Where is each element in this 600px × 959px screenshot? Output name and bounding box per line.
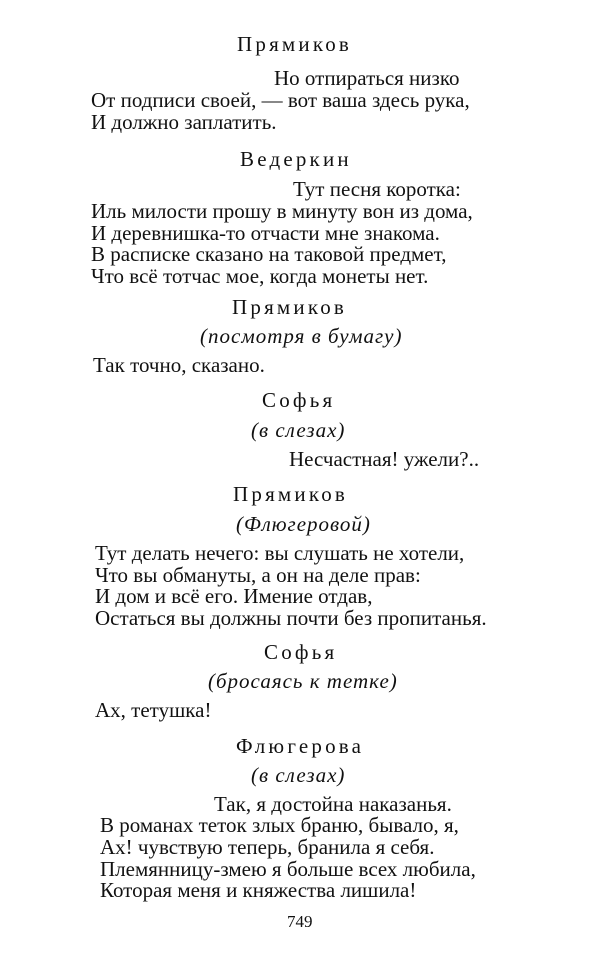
verse-line: Тут делать нечего: вы слушать не хотели, (95, 541, 465, 565)
verse-line: Остаться вы должны почти без пропитанья. (95, 606, 487, 630)
speaker-name: Прямиков (233, 482, 349, 506)
speaker-name: Прямиков (237, 32, 353, 56)
verse-line: И дом и всё его. Имение отдав, (95, 584, 373, 608)
stage-direction: (в слезах) (251, 418, 346, 442)
speaker-name: Софья (264, 640, 338, 664)
verse-line: Ах, тетушка! (95, 698, 212, 722)
speaker-name: Флюгерова (236, 734, 365, 758)
verse-line: Что всё тотчас мое, когда монеты нет. (91, 264, 429, 288)
speaker-name: Прямиков (232, 295, 348, 319)
verse-line: И деревнишка-то отчасти мне знакома. (91, 221, 440, 245)
verse-line: Племянницу-змею я больше всех любила, (100, 857, 476, 881)
speaker-name: Софья (262, 388, 336, 412)
stage-direction: (Флюгеровой) (236, 512, 371, 536)
verse-line: В расписке сказано на таковой предмет, (91, 242, 447, 266)
verse-line: Иль милости прошу в минуту вон из дома, (91, 199, 473, 223)
verse-line: От подписи своей, — вот ваша здесь рука, (91, 88, 470, 112)
verse-line: И должно заплатить. (91, 110, 277, 134)
verse-line: Ах! чувствую теперь, бранила я себя. (100, 835, 435, 859)
verse-line: Но отпираться низко (274, 66, 460, 90)
verse-line: Так, я достойна наказанья. (214, 792, 452, 816)
verse-line: Которая меня и княжества лишила! (100, 878, 417, 902)
verse-line: В романах теток злых браню, бывало, я, (100, 813, 459, 837)
page-number: 749 (287, 912, 313, 931)
verse-line: Тут песня коротка: (293, 177, 461, 201)
stage-direction: (посмотря в бумагу) (200, 324, 403, 348)
verse-line: Несчастная! ужели?.. (289, 447, 480, 471)
speaker-name: Ведеркин (240, 147, 352, 171)
stage-direction: (в слезах) (251, 763, 346, 787)
stage-direction: (бросаясь к тетке) (208, 669, 398, 693)
verse-line: Так точно, сказано. (93, 353, 265, 377)
verse-line: Что вы обмануты, а он на деле прав: (95, 563, 421, 587)
